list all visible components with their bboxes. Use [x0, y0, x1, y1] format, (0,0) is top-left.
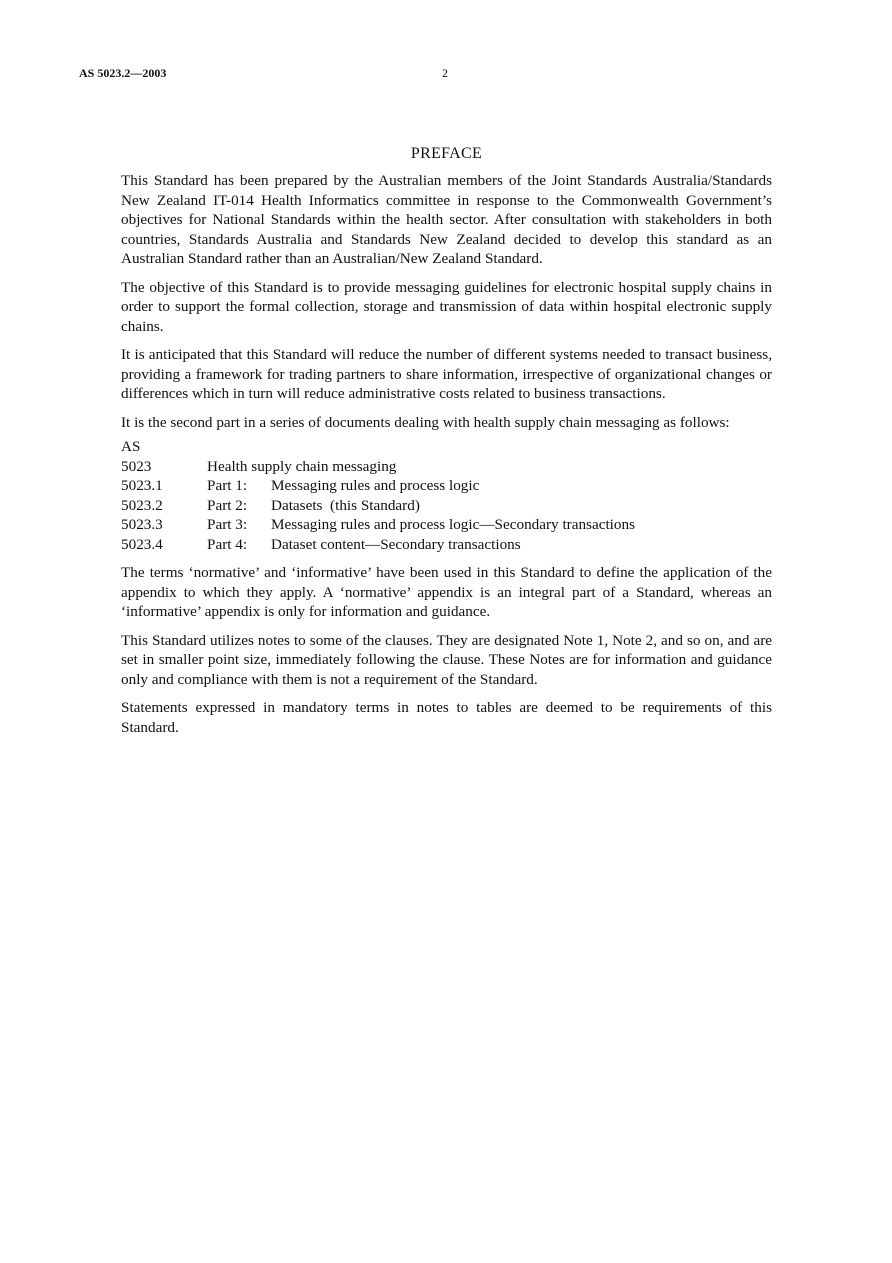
series-part: Part 1:	[207, 477, 248, 494]
series-part: Part 4:	[207, 535, 248, 553]
preface-section	[121, 145, 772, 746]
series-title: Datasets (this Standard)	[271, 496, 420, 514]
series-prefix: AS	[121, 438, 141, 455]
series-row	[121, 515, 772, 535]
series-row	[121, 535, 772, 555]
series-number: 5023.2	[121, 496, 163, 514]
standard-id: AS 5023.2—2003	[79, 66, 167, 80]
preface-paragraph: The objective of this Standard is to provide messaging guidelines for electronic hospital supply chains in order to support the formal collection, storage and transmission of data within hospital electronic supply chains.	[121, 278, 772, 335]
series-number: 5023	[121, 457, 152, 475]
series-title: Health supply chain messaging	[207, 457, 397, 475]
series-row	[121, 476, 772, 496]
preface-paragraph: It is the second part in a series of documents dealing with health supply chain messaging as follows:	[121, 413, 730, 431]
series-part: Part 3:	[207, 516, 248, 533]
series-row	[121, 457, 772, 477]
series-title: Dataset content—Secondary transactions	[271, 535, 521, 553]
preface-title: PREFACE	[410, 145, 483, 162]
series-title: Messaging rules and process logic	[271, 477, 480, 494]
preface-paragraph: This Standard has been prepared by the Australian members of the Joint Standards Australia/Standards New Zealand IT-014 Health Informatics committee in response to the Commonwealth Government’s objectives for National Standards within the health sector. After consultation with stakeholders in both countries, Standards Australia and Standards New Zealand decided to develop this standard as an Australian Standard rather than an Australian/New Zealand Standard.	[121, 172, 772, 267]
series-part: Part 2:	[207, 496, 248, 514]
series-number: 5023.1	[121, 477, 163, 494]
preface-paragraph: Statements expressed in mandatory terms in notes to tables are deemed to be requirements of this Standard.	[121, 699, 772, 736]
series-number: 5023.4	[121, 535, 163, 553]
series-list	[121, 437, 772, 554]
page-number: 2	[442, 66, 448, 80]
preface-paragraph: This Standard utilizes notes to some of the clauses. They are designated Note 1, Note 2, and so on, and are set in smaller point size, immediately following the clause. These Notes are for information and guidance only and compliance with them is not a requirement of the Standard.	[121, 631, 772, 688]
series-prefix-row	[121, 437, 772, 457]
page-header	[79, 66, 819, 84]
preface-paragraph: The terms ‘normative’ and ‘informative’ have been used in this Standard to define the application of the appendix to which they apply. A ‘normative’ appendix is an integral part of a Standard, whereas an ‘informative’ appendix is only for information and guidance.	[121, 564, 772, 620]
series-title: Messaging rules and process logic—Secondary transactions	[271, 516, 635, 533]
series-row	[121, 496, 772, 516]
preface-paragraph: It is anticipated that this Standard will reduce the number of different systems needed to transact business, providing a framework for trading partners to share information, irrespective of organizational changes or differences which in turn will reduce administrative costs related to business transactions.	[121, 346, 772, 402]
series-number: 5023.3	[121, 516, 163, 533]
